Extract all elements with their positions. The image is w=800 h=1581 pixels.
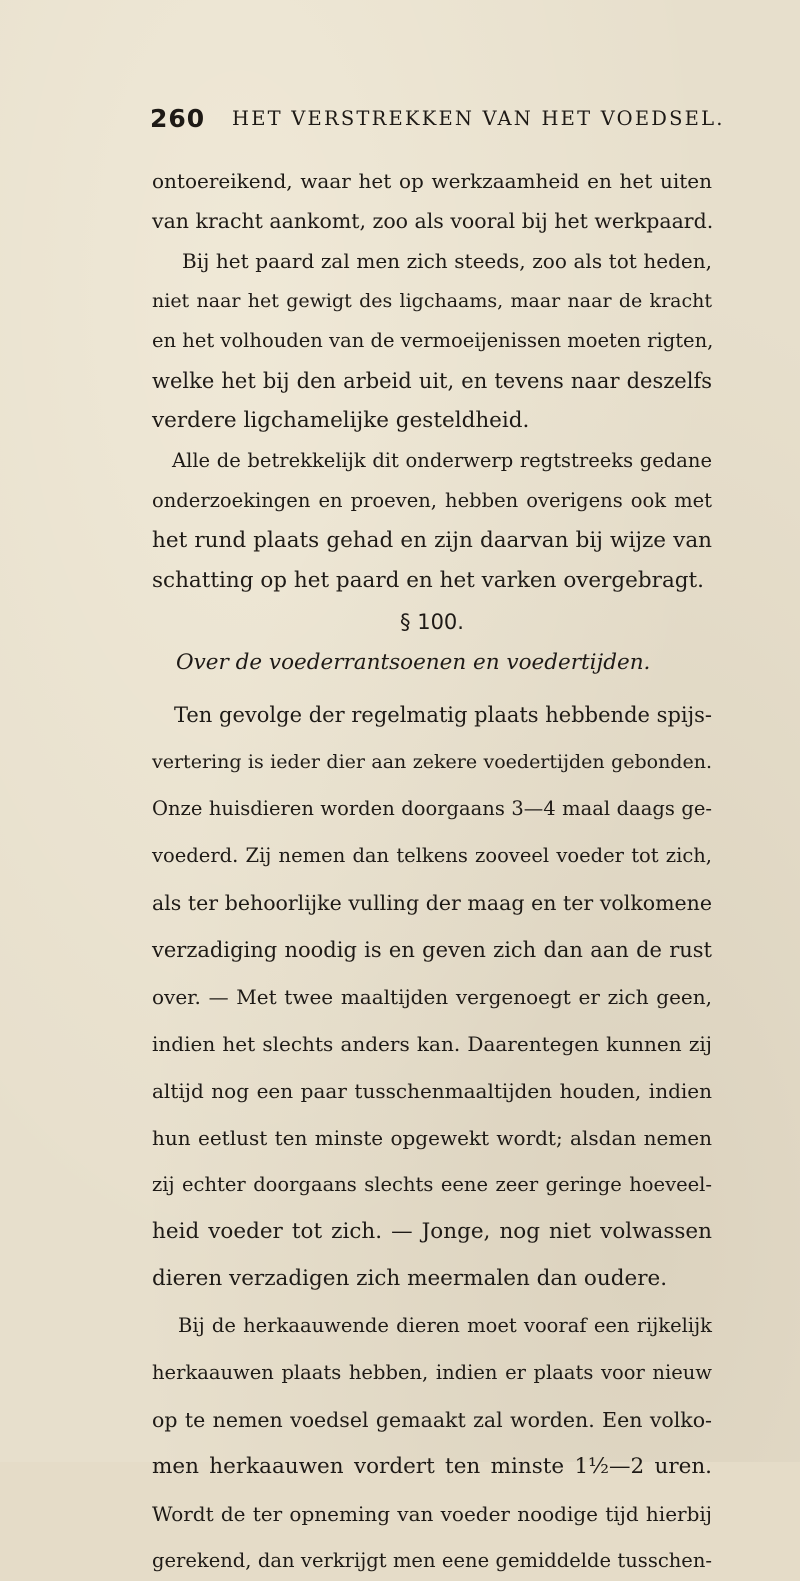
- text-line: welke het bij den arbeid uit, en tevens naar deszelfs: [152, 369, 712, 393]
- section-heading: Over de voederrantsoenen en voedertijden.: [176, 650, 651, 675]
- text-line: niet naar het gewigt des ligchaams, maar naar de kracht: [152, 290, 712, 312]
- text-line: Onze huisdieren worden doorgaans 3—4 maal daags ge-: [152, 797, 712, 820]
- text-line: Bij de herkaauwende dieren moet vooraf een rijkelijk: [178, 1314, 712, 1337]
- text-line: Ten gevolge der regelmatig plaats hebbende spijs-: [174, 703, 712, 727]
- text-line: voederd. Zij nemen dan telkens zooveel voeder tot zich,: [152, 844, 712, 867]
- text-line: schatting op het paard en het varken overgebragt.: [152, 568, 704, 593]
- page-header: [150, 104, 790, 140]
- text-line: altijd nog een paar tusschenmaaltijden houden, indien: [152, 1079, 712, 1103]
- text-line: en het volhouden van de vermoeijenissen moeten rigten,: [152, 329, 714, 352]
- text-line: dieren verzadigen zich meermalen dan oudere.: [152, 1266, 668, 1291]
- text-line: onderzoekingen en proeven, hebben overigens ook met: [152, 489, 712, 512]
- text-line: als ter behoorlijke vulling der maag en ter volkomene: [152, 891, 712, 915]
- running-title: HET VERSTREKKEN VAN HET VOEDSEL.: [232, 107, 725, 130]
- text-line: ontoereikend, waar het op werkzaamheid en het uiten: [152, 169, 712, 193]
- text-line: indien het slechts anders kan. Daarentegen kunnen zij: [152, 1032, 712, 1056]
- page-number: 260: [150, 104, 206, 133]
- text-line: gerekend, dan verkrijgt men eene gemiddelde tusschen-: [152, 1549, 712, 1572]
- text-line: over. — Met twee maaltijden vergenoegt er zich geen,: [152, 985, 712, 1009]
- text-line: Alle de betrekkelijk dit onderwerp regtstreeks gedane: [172, 449, 712, 472]
- text-line: van kracht aankomt, zoo als vooral bij het werkpaard.: [152, 209, 714, 233]
- text-line: hun eetlust ten minste opgewekt wordt; alsdan nemen: [152, 1126, 712, 1150]
- text-line: heid voeder tot zich. — Jonge, nog niet volwassen: [152, 1219, 712, 1244]
- text-line: Bij het paard zal men zich steeds, zoo als tot heden,: [182, 249, 712, 273]
- text-line: verzadiging noodig is en geven zich dan aan de rust: [152, 938, 712, 962]
- text-line: Wordt de ter opneming van voeder noodige tijd hierbij: [152, 1502, 712, 1526]
- text-line: verdere ligchamelijke gesteldheid.: [152, 408, 530, 433]
- text-line: vertering is ieder dier aan zekere voedertijden gebonden.: [152, 751, 712, 773]
- text-line: op te nemen voedsel gemaakt zal worden. Een volko-: [152, 1408, 712, 1432]
- text-line: herkaauwen plaats hebben, indien er plaats voor nieuw: [152, 1361, 712, 1384]
- text-line: het rund plaats gehad en zijn daarvan bij wijze van: [152, 528, 712, 553]
- text-line: zij echter doorgaans slechts eene zeer geringe hoeveel-: [152, 1173, 712, 1196]
- section-number: § 100.: [400, 610, 464, 634]
- text-line: men herkaauwen vordert ten minste 1½—2 uren.: [152, 1454, 712, 1479]
